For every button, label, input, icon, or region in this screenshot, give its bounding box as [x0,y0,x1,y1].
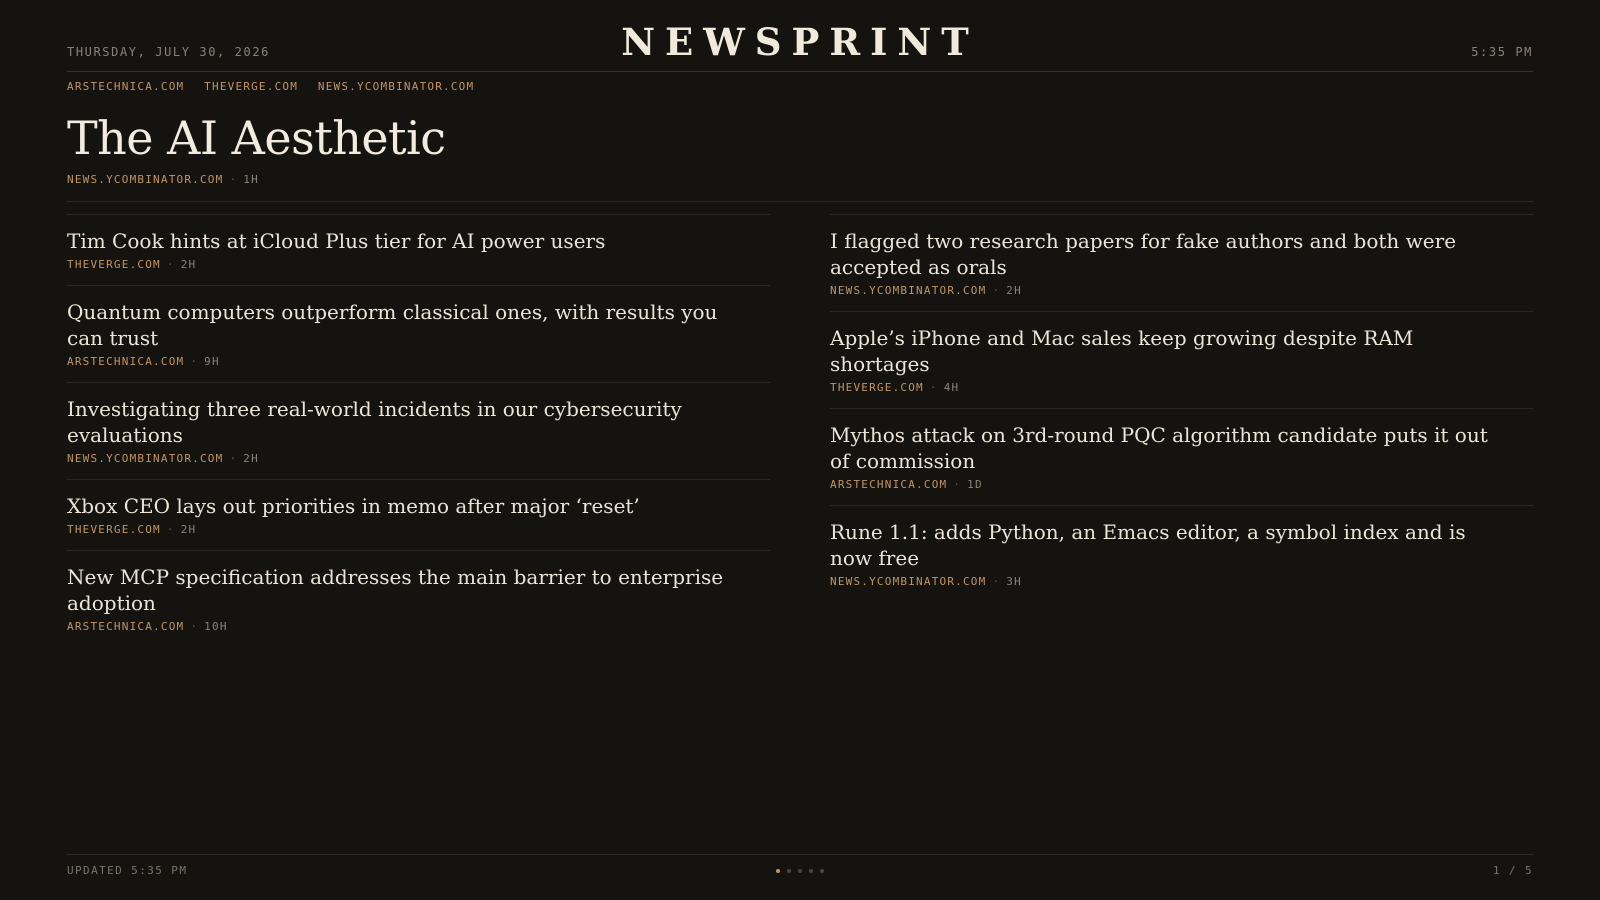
page-dot-2[interactable] [787,869,791,873]
story-source: THEVERGE.COM [830,381,924,394]
story-age: 1D [967,478,983,491]
story-title[interactable]: I flagged two research papers for fake authors and both were accepted as orals [830,229,1457,279]
meta-separator: · [992,284,1001,297]
story-age: 2H [180,523,197,536]
story-meta [67,258,770,273]
story-item[interactable] [830,312,1533,409]
story-age: 2H [180,258,197,271]
story-source: NEWS.YCOMBINATOR.COM [67,452,224,465]
story-source: ARSTECHNICA.COM [67,620,185,633]
story-meta [830,284,1533,299]
story-columns [67,214,1533,647]
source-filter-strip [67,80,1533,96]
story-meta [830,575,1533,590]
meta-separator: · [166,258,175,271]
story-item[interactable] [67,383,770,480]
source-link-arstechnica[interactable]: ARSTECHNICA.COM [67,80,185,93]
story-age: 2H [243,452,259,465]
story-source: THEVERGE.COM [67,523,161,536]
story-meta [830,478,1533,493]
story-item[interactable] [67,215,770,286]
story-meta [67,355,770,370]
story-meta [67,452,770,467]
source-link-ycombinator[interactable]: NEWS.YCOMBINATOR.COM [317,80,475,93]
meta-separator: · [929,381,938,394]
story-source: NEWS.YCOMBINATOR.COM [830,575,987,588]
story-source: NEWS.YCOMBINATOR.COM [67,173,224,186]
story-meta [67,620,770,635]
story-title[interactable]: Xbox CEO lays out priorities in memo after major ‘reset’ [67,494,640,518]
page-dot-4[interactable] [809,869,813,873]
page-dot-1[interactable] [776,869,780,873]
masthead-time: 5:35 PM [1471,45,1533,59]
left-story-column [67,214,770,647]
lead-story-title[interactable]: The AI Aesthetic [67,111,446,165]
story-title[interactable]: Quantum computers outperform classical ones, with results you can trust [67,300,718,350]
story-item[interactable] [830,506,1533,602]
story-item[interactable] [67,286,770,383]
page-dot-5[interactable] [820,869,824,873]
story-age: 4H [943,381,960,394]
story-title[interactable]: New MCP specification addresses the main barrier to enterprise adoption [67,565,724,615]
story-age: 1H [243,173,259,186]
masthead-date: THURSDAY, JULY 30, 2026 [67,45,270,59]
masthead [67,0,1533,72]
story-title[interactable]: Tim Cook hints at iCloud Plus tier for AI power users [67,229,606,253]
story-meta [67,523,770,538]
right-story-column [830,214,1533,647]
updated-timestamp: UPDATED 5:35 PM [67,864,188,877]
lead-story-meta [67,173,1533,202]
story-source: ARSTECHNICA.COM [67,355,185,368]
meta-separator: · [166,523,175,536]
masthead-title: NEWSPRINT [621,20,979,64]
meta-separator: · [190,620,199,633]
story-source: NEWS.YCOMBINATOR.COM [830,284,987,297]
story-item[interactable] [67,480,770,551]
story-source: ARSTECHNICA.COM [830,478,948,491]
story-source: THEVERGE.COM [67,258,161,271]
meta-separator: · [229,173,238,186]
story-title[interactable]: Rune 1.1: adds Python, an Emacs editor, a symbol index and is now free [830,520,1466,570]
page-dot-3[interactable] [798,869,802,873]
story-age: 2H [1006,284,1022,297]
story-title[interactable]: Apple’s iPhone and Mac sales keep growing despite RAM shortages [830,326,1414,376]
story-age: 3H [1006,575,1022,588]
source-link-theverge[interactable]: THEVERGE.COM [204,80,299,93]
page-counter: 1 / 5 [1492,864,1533,877]
story-item[interactable] [830,215,1533,312]
meta-separator: · [229,452,238,465]
story-item[interactable] [67,551,770,647]
meta-separator: · [992,575,1001,588]
story-meta [830,381,1533,396]
story-item[interactable] [830,409,1533,506]
meta-separator: · [953,478,962,491]
story-title[interactable]: Investigating three real-world incidents in our cybersecurity evaluations [67,397,682,447]
story-title[interactable]: Mythos attack on 3rd-round PQC algorithm candidate puts it out of commission [830,423,1488,473]
story-age: 10H [204,620,228,633]
footer [67,854,1533,895]
story-age: 9H [204,355,220,368]
meta-separator: · [190,355,199,368]
page-indicator [776,869,824,873]
